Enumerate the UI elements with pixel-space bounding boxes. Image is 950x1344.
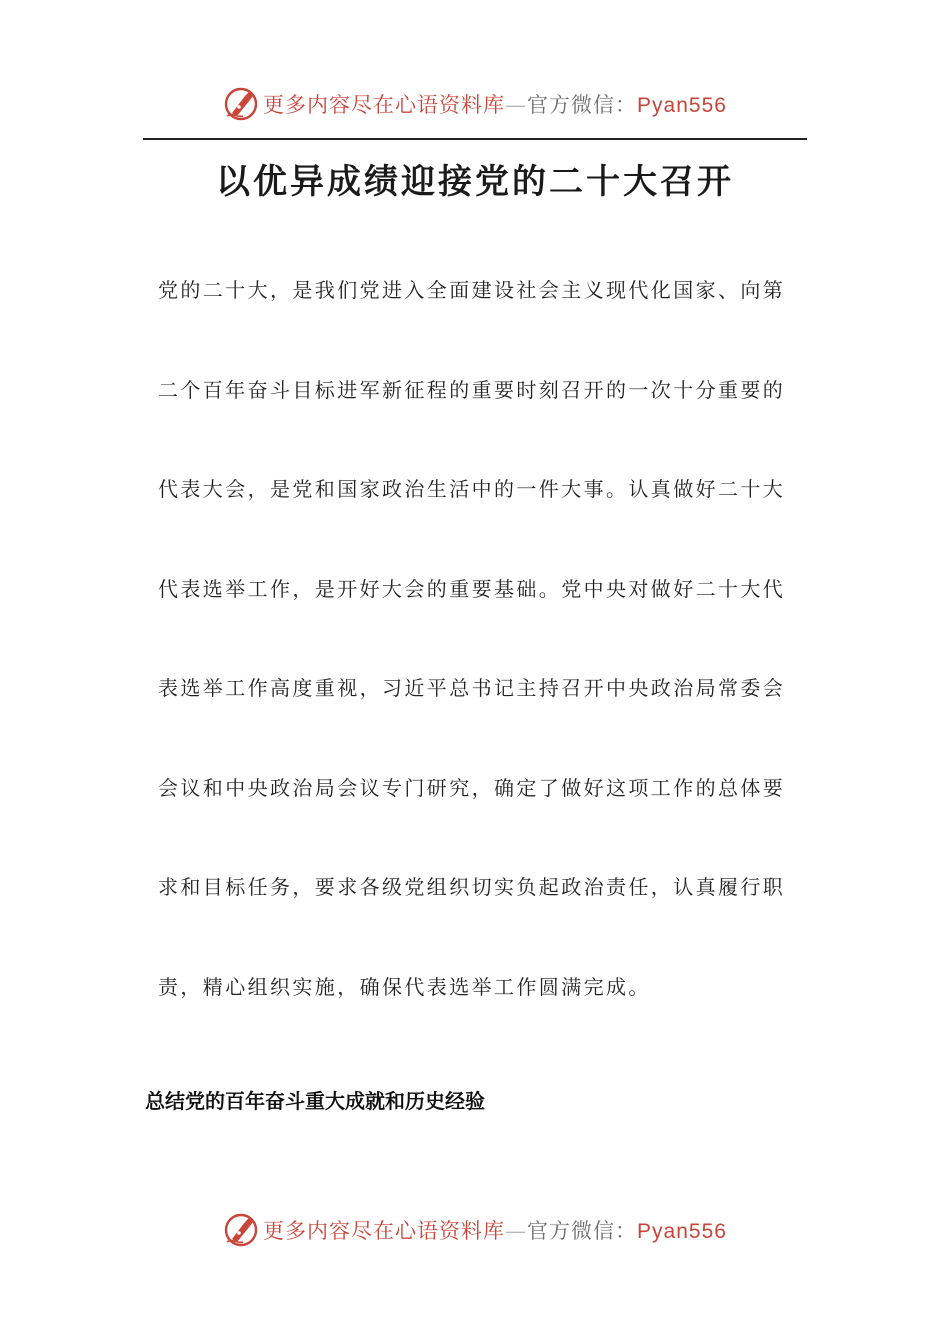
section-heading: 总结党的百年奋斗重大成就和历史经验 — [145, 1089, 485, 1113]
header-banner-text — [263, 89, 727, 119]
body-line: 表选举工作高度重视，习近平总书记主持召开中央政治局常委会 — [158, 676, 786, 700]
body-line: 会议和中央政治局会议专门研究，确定了做好这项工作的总体要 — [158, 775, 786, 800]
document-title: 以优异成绩迎接党的二十大召开 — [216, 162, 734, 202]
body-line: 代表大会，是党和国家政治生活中的一件大事。认真做好二十大 — [158, 477, 786, 501]
document-body — [158, 268, 788, 1064]
footer-banner-dash: — — [505, 1219, 528, 1243]
header-banner-main: 更多内容尽在心语资料库 — [263, 93, 506, 117]
footer-banner — [0, 1208, 950, 1252]
header-banner-wechat: 官方微信： — [527, 93, 638, 117]
body-line: 求和目标任务，要求各级党组织切实负起政治责任，认真履行职 — [158, 875, 786, 899]
body-line: 党的二十大，是我们党进入全面建设社会主义现代化国家、向第 — [158, 278, 786, 302]
footer-banner-text — [263, 1215, 727, 1245]
header-banner-id: Pyan556 — [637, 94, 727, 117]
body-line: 代表选举工作，是开好大会的重要基础。党中央对做好二十大代 — [158, 576, 786, 601]
pen-nib-icon — [223, 1212, 259, 1248]
header-banner — [0, 82, 950, 126]
body-line: 二个百年奋斗目标进军新征程的重要时刻召开的一次十分重要的 — [158, 377, 786, 402]
footer-banner-main: 更多内容尽在心语资料库 — [263, 1219, 506, 1243]
header-divider — [143, 138, 807, 140]
header-banner-dash: — — [505, 93, 528, 117]
footer-banner-wechat: 官方微信： — [527, 1219, 638, 1243]
footer-banner-id: Pyan556 — [637, 1220, 727, 1243]
body-line: 责，精心组织实施，确保代表选举工作圆满完成。 — [158, 974, 651, 999]
pen-nib-icon — [223, 86, 259, 122]
